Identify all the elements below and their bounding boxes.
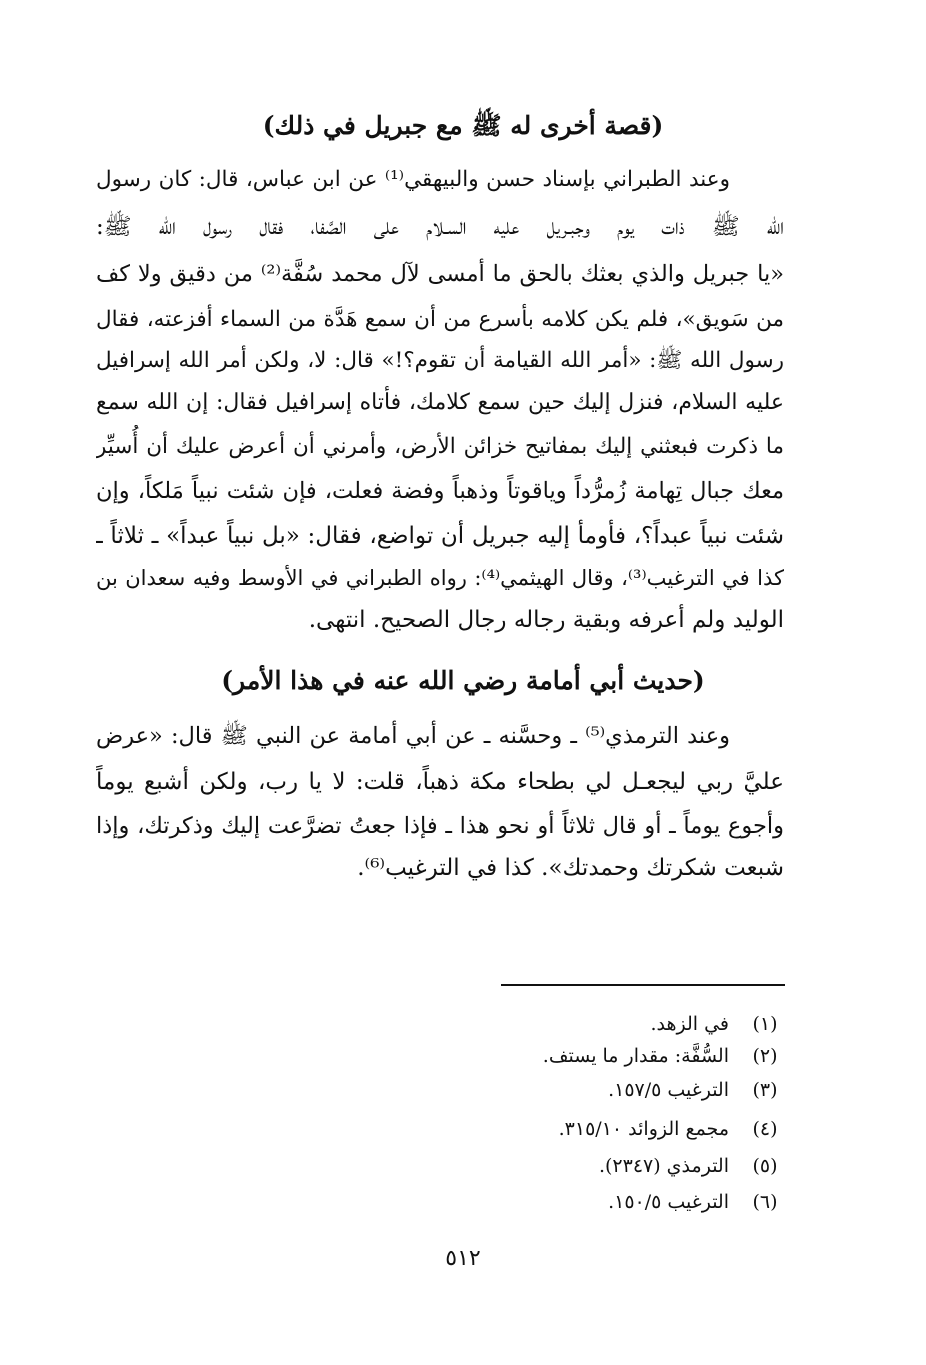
paragraph-line: شبعت شكرتك وحمدتك». كذا في الترغيب⁽⁶⁾.: [357, 855, 784, 881]
paragraph-line: كذا في الترغيب⁽³⁾، وقال الهيثمي⁽⁴⁾: رواه الطبراني في الأوسط وفيه سعدان بن: [96, 566, 784, 590]
footnote-1: [480, 1008, 785, 1040]
footnote-4: [480, 1113, 785, 1145]
paragraph-line: عليه السلام، فنزل إليك حين سمع كلامك، فأتاه إسرافيل فقال: إن الله سمع: [96, 390, 784, 415]
footnote-text: الترغيب ١٥٠/٥.: [608, 1191, 729, 1213]
section-heading-jibril-story: (قصة أخرى له ﷺ مع جبريل في ذلك): [262, 111, 664, 140]
footnote-number: (٤): [752, 1118, 778, 1140]
paragraph-line: «يا جبريل والذي بعثك بالحق ما أمسى لآل محمد سُفَّة⁽²⁾ من دقيق ولا كف: [96, 261, 784, 287]
paragraph-line: معك جبال تِهامة زُمرُّداً وياقوتاً وذهباً وفضة فعلت، فإن شئت نبياً مَلكاً، وإن: [96, 478, 784, 504]
footnote-number: (٦): [752, 1191, 778, 1213]
footnote-text: في الزهد.: [650, 1013, 729, 1035]
footnote-number: (٢): [752, 1045, 778, 1067]
footnote-2: [480, 1040, 785, 1072]
page-number: ٥١٢: [445, 1246, 481, 1271]
paragraph-line: الوليد ولم أعرفه وبقية رجاله رجال الصحيح. انتهى.: [308, 607, 784, 633]
footnote-6: [480, 1186, 785, 1218]
paragraph-line: من سَويق»، فلم يكن كلامه بأسرع من أن سمع هَدَّة من السماء أفزعته، فقال: [96, 307, 784, 332]
section-heading-abu-umama: (حديث أبي أمامة رضي الله عنه في هذا الأمر): [221, 666, 705, 695]
footnote-number: (٣): [752, 1079, 778, 1101]
paragraph-line: الله ﷺ ذات يوم وجبـريل عليه السـلام على الصَّفا، فقال رسول الله ﷺ:: [96, 214, 784, 240]
paragraph-line: رسول الله ﷺ: «أمر الله القيامة أن تقوم؟!» قال: لا، ولكن أمر الله إسرافيل: [96, 348, 784, 373]
paragraph-line: ما ذكرت فبعثني إليك بمفاتيح خزائن الأرض، وأمرني أن أعرض عليك أن أُسيِّر: [96, 434, 784, 459]
footnote-3: [480, 1074, 785, 1106]
footnote-number: (٥): [752, 1155, 778, 1177]
footnote-separator: [501, 984, 785, 986]
footnote-text: السُّفَّة: مقدار ما يستف.: [542, 1045, 729, 1067]
footnote-text: مجمع الزوائد ٣١٥/١٠.: [558, 1118, 729, 1140]
footnote-5: [480, 1150, 785, 1182]
paragraph-line: وعند الطبراني بإسناد حسن والبيهقي⁽¹⁾ عن ابن عباس، قال: كان رسول: [96, 167, 730, 192]
footnote-text: الترمذي (٢٣٤٧).: [598, 1155, 729, 1177]
footnote-text: الترغيب ١٥٧/٥.: [608, 1079, 729, 1101]
footnote-number: (١): [752, 1013, 778, 1035]
paragraph-line: وأجوع يوماً ـ أو قال ثلاثاً أو نحو هذا ـ فإذا جعتُ تضرَّعت إليك وذكرتك، وإذا: [96, 813, 784, 839]
paragraph-line: شئت نبياً عبداً؟، فأومأ إليه جبريل أن تواضع، فقال: «بل نبياً عبداً» ـ ثلاثاً ـ: [96, 523, 784, 549]
paragraph-line: عليَّ ربي ليجعـل لي بطحاء مكة ذهباً، قلت: لا يا رب، ولكن أشبع يوماً: [96, 769, 784, 795]
paragraph-line: وعند الترمذي⁽⁵⁾ ـ وحسَّنه ـ عن أبي أمامة عن النبي ﷺ قال: «عرض: [96, 723, 730, 749]
